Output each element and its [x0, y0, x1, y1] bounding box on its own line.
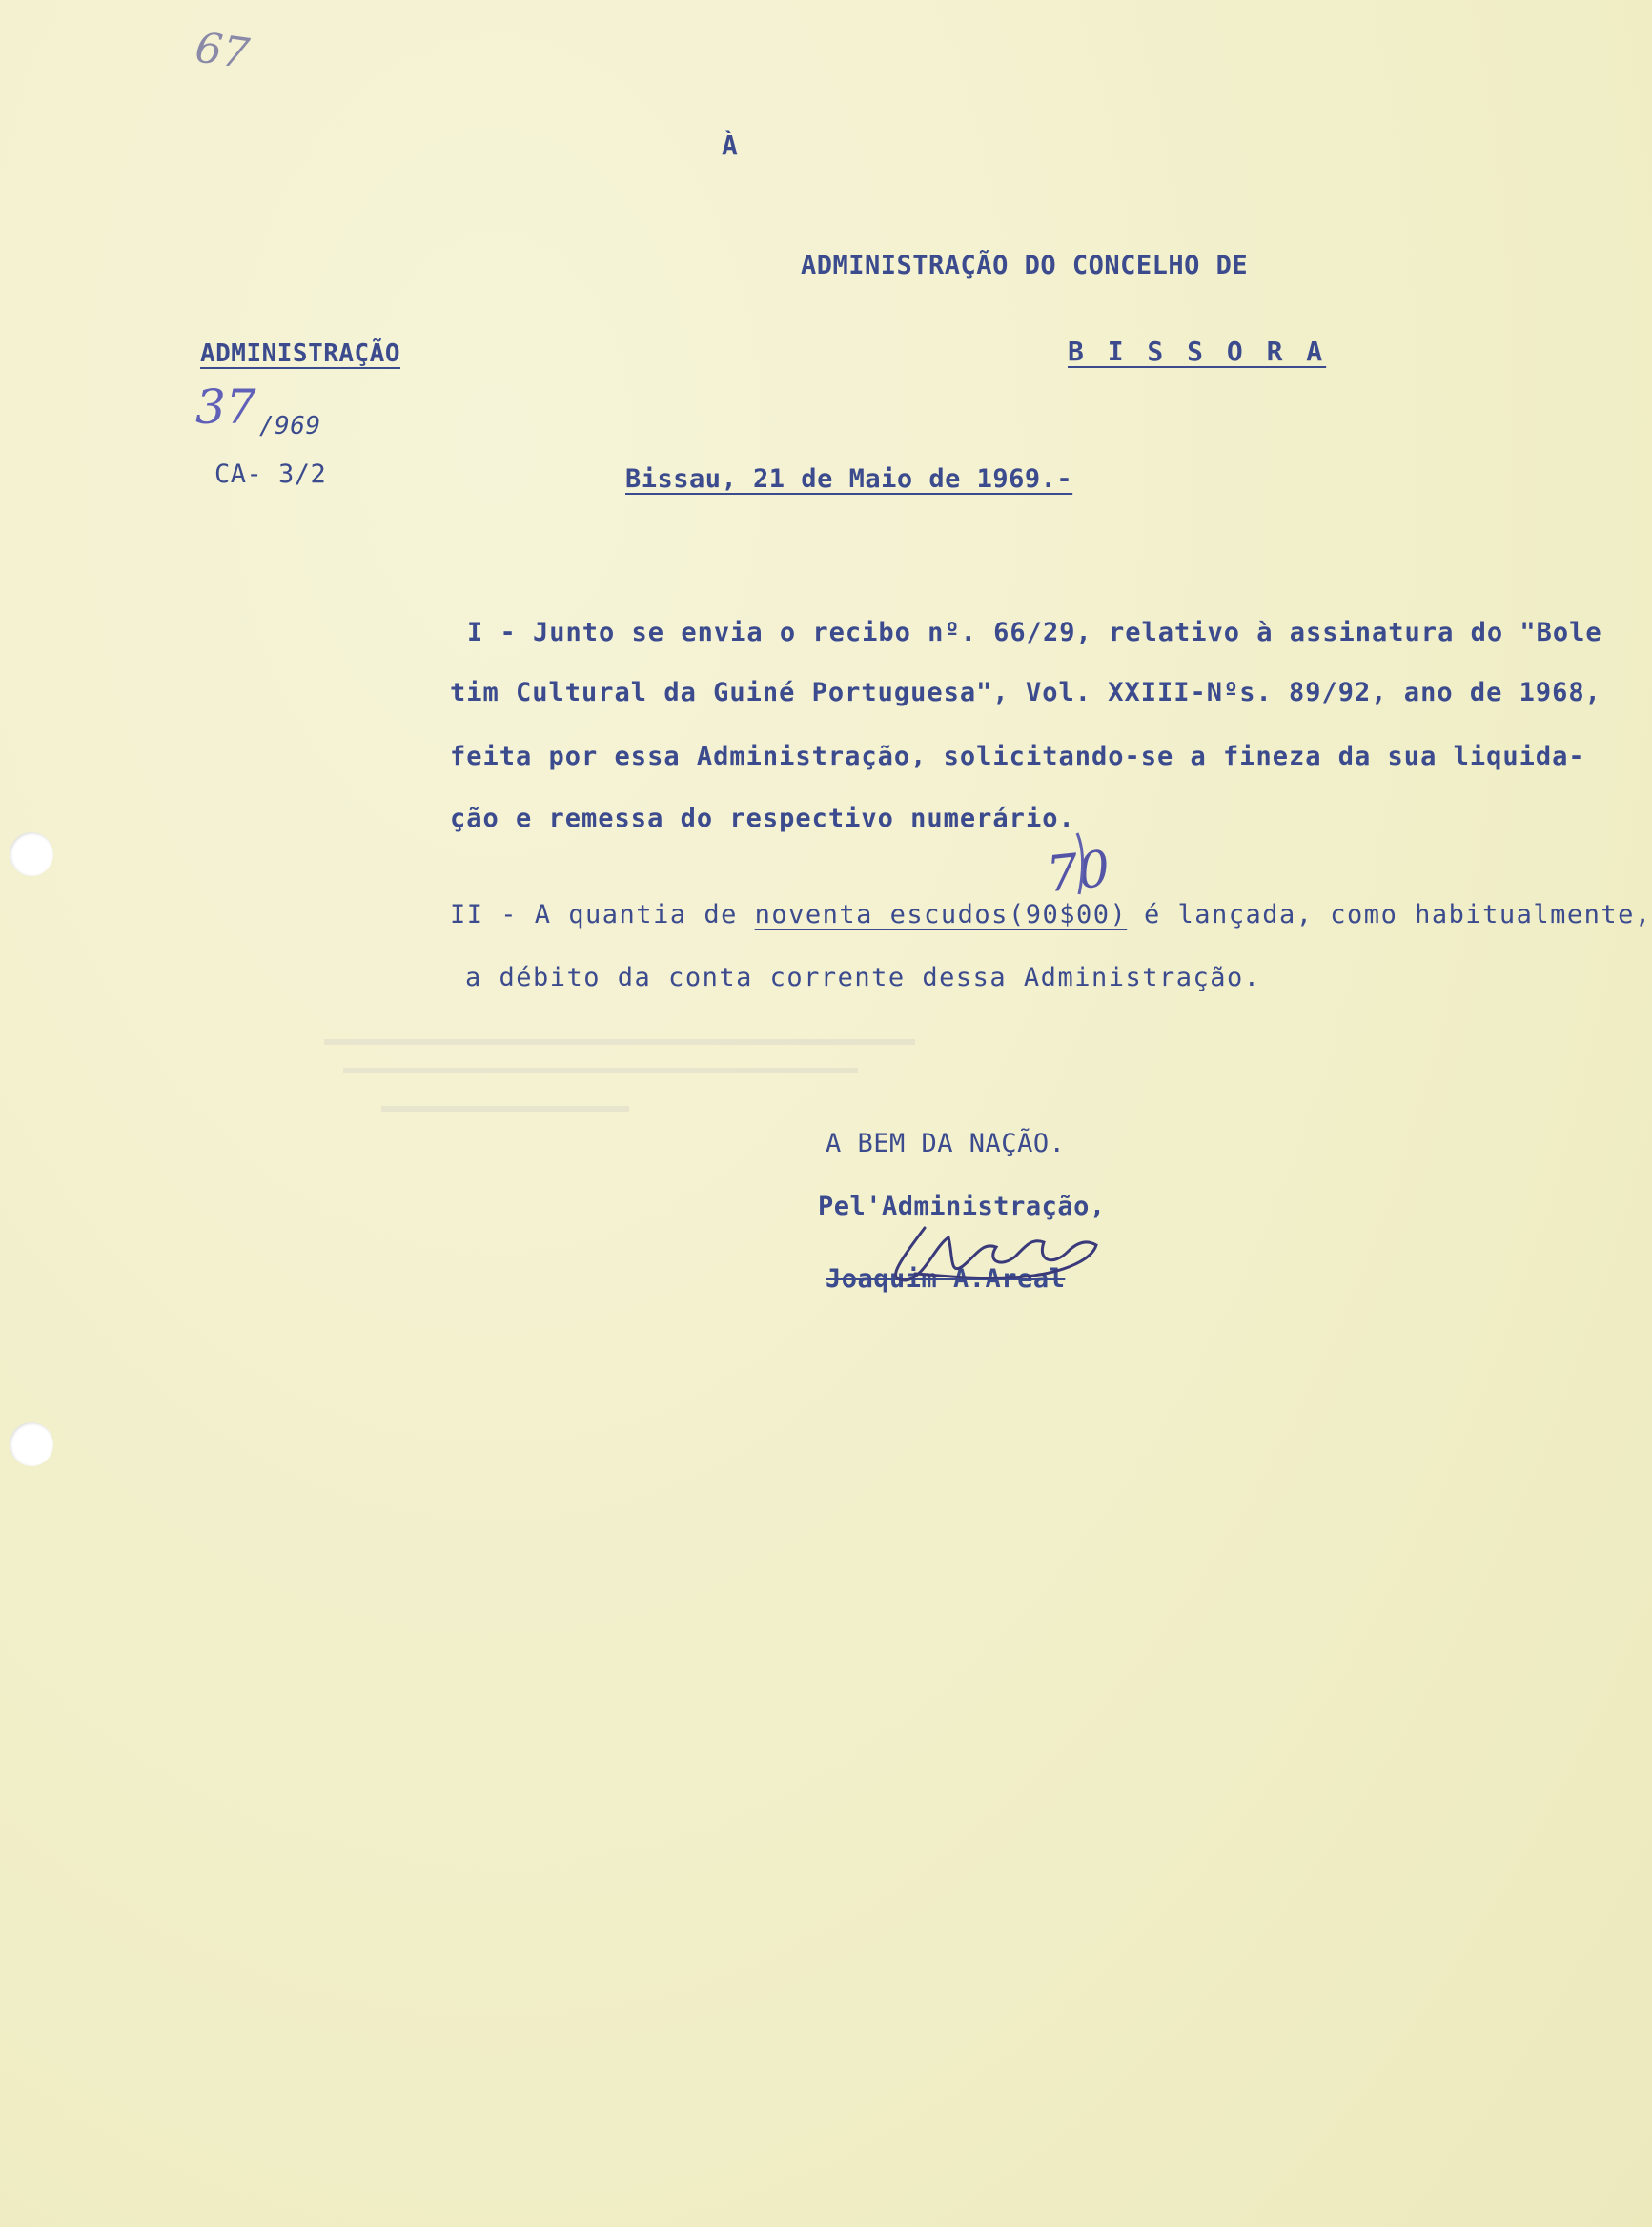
- header-number-handwritten: 37: [195, 379, 256, 435]
- punch-hole-top: [10, 832, 53, 876]
- signature: [858, 1209, 1125, 1295]
- bleed-through-2: [343, 1068, 858, 1073]
- amount-text: noventa escudos(90$00): [754, 900, 1128, 930]
- bleed-through-1: [324, 1039, 915, 1045]
- addressee-a: À: [722, 130, 739, 161]
- handwritten-correction: 70: [1044, 840, 1113, 905]
- header-dept: ADMINISTRAÇÃO: [200, 339, 400, 368]
- document-date: Bissau, 21 de Maio de 1969.-: [625, 464, 1073, 494]
- paragraph2-line2: a débito da conta corrente dessa Administração.: [465, 963, 1261, 992]
- header-ref: CA- 3/2: [214, 460, 327, 489]
- archive-mark: 67: [192, 23, 253, 79]
- paragraph1-line2: tim Cultural da Guiné Portuguesa", Vol. XXIII-Nºs. 89/92, ano de 1968,: [450, 678, 1601, 707]
- paragraph1-line3: feita por essa Administração, solicitando-se a fineza da sua liquida-: [450, 742, 1585, 771]
- closing-name: Joaquim A.Areal: [826, 1264, 1066, 1294]
- paragraph2-line1: [450, 900, 1652, 930]
- paragraph2-prefix: II - A quantia de: [450, 900, 755, 930]
- bleed-through-3: [381, 1106, 629, 1112]
- header-number-typed: /969: [259, 412, 321, 440]
- paragraph1-line4: ção e remessa do respectivo numerário.: [450, 804, 1075, 833]
- punch-hole-bottom: [10, 1422, 53, 1466]
- addressee-line2: B I S S O R A: [1068, 336, 1327, 367]
- correction-stroke: [1066, 827, 1104, 904]
- paragraph2-suffix: é lançada, como habitualmente,: [1127, 900, 1652, 930]
- closing-signoff: Pel'Administração,: [818, 1192, 1106, 1221]
- paragraph1-line1: I - Junto se envia o recibo nº. 66/29, relativo à assinatura do "Bole: [467, 618, 1602, 647]
- closing-salutation: A BEM DA NAÇÃO.: [826, 1129, 1066, 1158]
- addressee-line1: ADMINISTRAÇÃO DO CONCELHO DE: [801, 251, 1249, 280]
